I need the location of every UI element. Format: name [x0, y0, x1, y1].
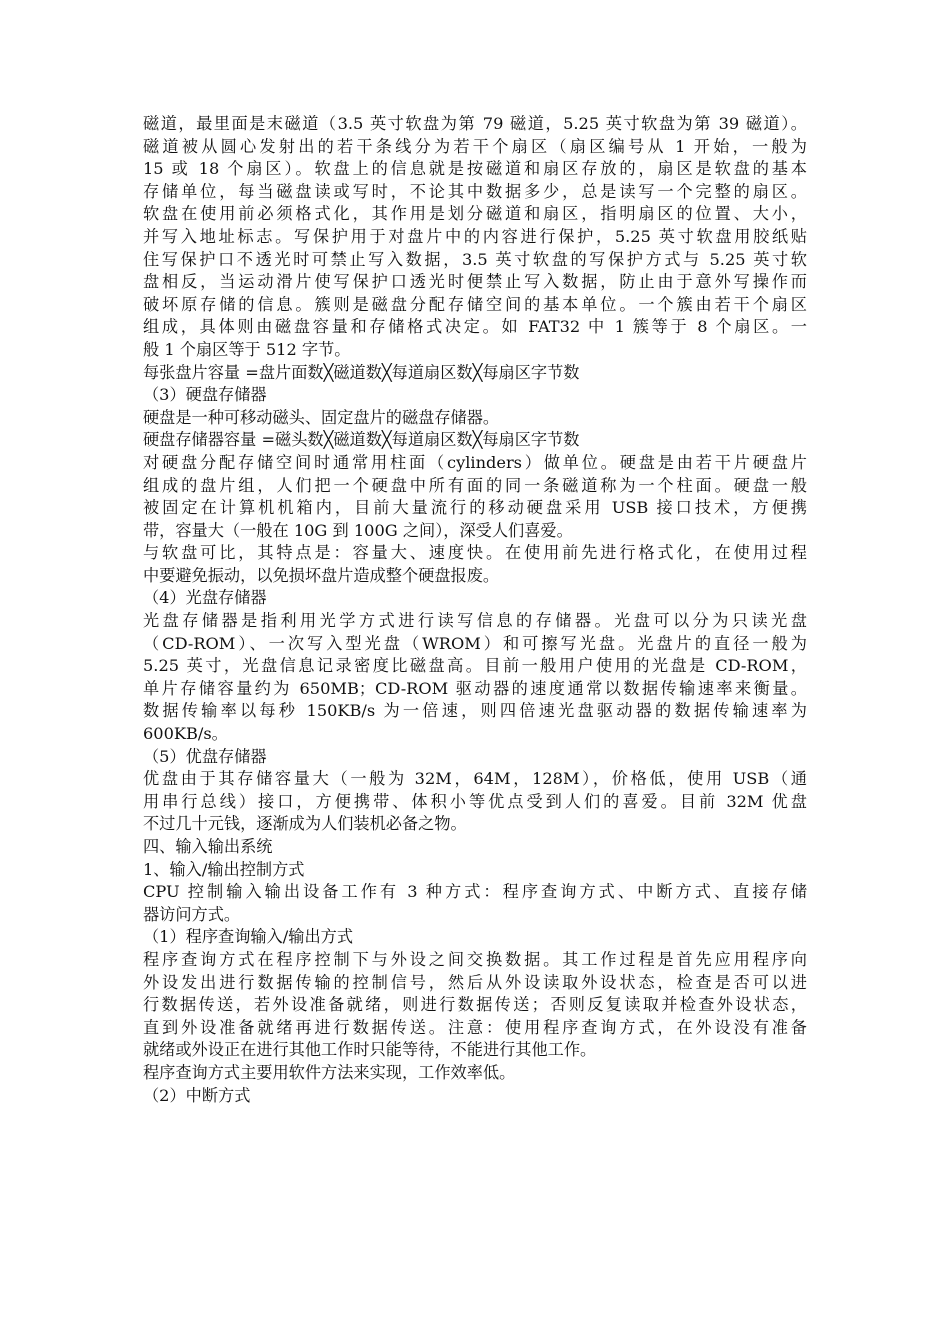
- text-line: 磁道，最里面是末磁道（3.5 英寸软盘为第 79 磁道，5.25 英寸软盘为第 39 磁道）。: [143, 114, 807, 133]
- text-line: （4）光盘存储器: [143, 588, 267, 608]
- text-line: 四、输入输出系统: [143, 837, 273, 856]
- text-line: 行数据传送，若外设准备就绪，则进行数据传送；否则反复读取并检查外设状态，: [143, 995, 807, 1015]
- text-line: 中要避免振动，以免损坏盘片造成整个硬盘报废。: [143, 565, 500, 585]
- text-line: 600KB/s。: [143, 724, 228, 744]
- text-line: CPU 控制输入输出设备工作有 3 种方式：程序查询方式、中断方式、直接存储: [143, 882, 807, 902]
- text-line: 存储单位，每当磁盘读或写时，不论其中数据多少，总是读写一个完整的扇区。: [143, 181, 807, 201]
- text-line: 不过几十元钱，逐渐成为人们装机必备之物。: [143, 814, 467, 834]
- text-line: 1、输入/输出控制方式: [143, 859, 305, 879]
- text-line: 组成的盘片组，人们把一个硬盘中所有面的同一条磁道称为一个柱面。硬盘一般: [143, 475, 807, 495]
- text-line: 优盘由于其存储容量大（一般为 32M，64M，128M），价格低，使用 USB（通: [143, 769, 807, 789]
- text-line: 带，容量大（一般在 10G 到 100G 之间），深受人们喜爱。: [143, 520, 573, 540]
- document-body: [143, 113, 807, 1107]
- text-line: 15 或 18 个扇区）。软盘上的信息就是按磁道和扇区存放的，扇区是软盘的基本: [143, 159, 807, 179]
- text-line: 盘相反，当运动滑片使写保护口透光时便禁止写入数据，防止由于意外写操作而: [143, 272, 807, 292]
- text-line: 用串行总线）接口，方便携带、体积小等优点受到人们的喜爱。目前 32M 优盘: [143, 791, 807, 811]
- text-line: 并写入地址标志。写保护用于对盘片中的内容进行保护，5.25 英寸软盘用胶纸贴: [143, 226, 807, 246]
- text-line: 软盘在使用前必须格式化，其作用是划分磁道和扇区，指明扇区的位置、大小，: [143, 204, 807, 224]
- text-line: （3）硬盘存储器: [143, 385, 267, 405]
- text-line: 被固定在计算机机箱内，目前大量流行的移动硬盘采用 USB 接口技术，方便携: [143, 498, 807, 518]
- text-line: 程序查询方式主要用软件方法来实现，工作效率低。: [143, 1062, 516, 1082]
- text-line: 直到外设准备就绪再进行数据传送。注意：使用程序查询方式，在外设没有准备: [143, 1017, 807, 1037]
- text-line: 硬盘是一种可移动磁头、固定盘片的磁盘存储器。: [143, 407, 500, 427]
- text-line: 外设发出进行数据传输的控制信号，然后从外设读取外设状态，检查是否可以进: [143, 972, 807, 992]
- text-line: 硬盘存储器容量 =磁头数╳磁道数╳每道扇区数╳每扇区字节数: [143, 430, 580, 450]
- text-line: 磁道被从圆心发射出的若干条线分为若干个扇区（扇区编号从 1 开始，一般为: [143, 136, 807, 156]
- text-line: 每张盘片容量 =盘片面数╳磁道数╳每道扇区数╳每扇区字节数: [143, 362, 580, 382]
- text-line: 程序查询方式在程序控制下与外设之间交换数据。其工作过程是首先应用程序向: [143, 949, 807, 969]
- text-line: （1）程序查询输入/输出方式: [143, 927, 354, 947]
- text-line: 与软盘可比，其特点是：容量大、速度快。在使用前先进行格式化，在使用过程: [143, 543, 807, 563]
- text-line: 住写保护口不透光时可禁止写入数据，3.5 英寸软盘的写保护方式与 5.25 英寸软: [143, 249, 807, 269]
- text-line: 破坏原存储的信息。簇则是磁盘分配存储空间的基本单位。一个簇由若干个扇区: [143, 294, 807, 314]
- text-line: 5.25 英寸，光盘信息记录密度比磁盘高。目前一般用户使用的光盘是 CD-ROM，: [143, 656, 807, 676]
- text-line: 光盘存储器是指利用光学方式进行读写信息的存储器。光盘可以分为只读光盘: [143, 611, 807, 631]
- text-line: （5）优盘存储器: [143, 746, 267, 766]
- text-line: （CD-ROM）、一次写入型光盘（WROM）和可擦写光盘。光盘片的直径一般为: [143, 633, 807, 653]
- text-line: 就绪或外设正在进行其他工作时只能等待，不能进行其他工作。: [143, 1040, 597, 1060]
- text-line: 般 1 个扇区等于 512 字节。: [143, 339, 351, 359]
- text-line: 对硬盘分配存储空间时通常用柱面（cylinders）做单位。硬盘是由若干片硬盘片: [143, 452, 807, 472]
- text-line: 组成，具体则由磁盘容量和存储格式决定。如 FAT32 中 1 簇等于 8 个扇区。一: [143, 317, 807, 337]
- text-line: 器访问方式。: [143, 904, 241, 924]
- text-line: 数据传输率以每秒 150KB/s 为一倍速，则四倍速光盘驱动器的数据传输速率为: [143, 701, 807, 721]
- text-line: （2）中断方式: [143, 1085, 251, 1105]
- text-line: 单片存储容量约为 650MB；CD-ROM 驱动器的速度通常以数据传输速率来衡量。: [143, 678, 807, 698]
